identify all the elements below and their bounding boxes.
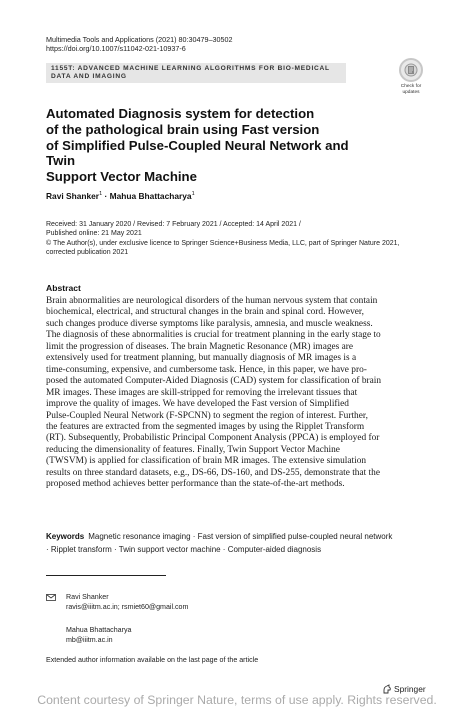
title-line: Support Vector Machine [46,169,197,185]
footnote-divider [46,575,166,576]
check-for-updates-badge[interactable] [394,58,428,94]
badge-line-1: Check for [400,84,422,89]
abstract-line: MR images. These images are skill-stripped for removing the irrelevant tissues that [46,387,358,398]
journal-header [46,35,232,53]
abstract-line: limit the progression of diseases. The brain Magnetic Resonance (MR) images are [46,341,354,352]
abstract-line: The diagnosis of these abnormalities is crucial for treatment planning in the early stage to [46,330,381,341]
abstract-body [46,296,426,491]
envelope-icon [46,594,56,601]
keywords-section [46,531,426,556]
keywords-text: Magnetic resonance imaging · Fast version of simplified pulse-coupled neural network [88,532,393,541]
abstract-line: (RT). Subsequently, Probabilistic Principal Component Analysis (PPCA) is employed for [46,433,380,444]
check-for-updates-icon [399,58,423,82]
abstract-line: reducing the dimensionality of features. Finally, Twin Support Vector Machine [46,444,340,455]
abstract-heading: Abstract [46,283,81,293]
title-line: Automated Diagnosis system for detection [46,106,315,121]
author-separator: · [102,191,110,201]
keywords-label: Keywords [46,532,85,541]
abstract-line: proposed method achieves better performance than the state-of-the-art methods. [46,479,345,490]
badge-line-2: updates [402,89,420,95]
author-name[interactable]: Ravi Shanker [46,191,100,201]
courtesy-watermark: Content courtesy of Springer Nature, terms of use apply. Rights reserved. [37,693,437,707]
abstract-line: (TWSVM) is applied for classification of brain MR images. The extensive simulation [46,456,367,467]
abstract-line: biochemical, electrical, and structural changes in the brain and spinal cord. However, [46,307,364,318]
publisher-name: Springer [394,684,426,694]
section-banner-label: 1155T: ADVANCED MACHINE LEARNING ALGORITHMS FOR BIO-MEDICAL DATA AND IMAGING [51,65,330,81]
abstract-line: the features are extracted from the segmented images by using the Ripplet Transform [46,421,365,432]
abstract-line: such changes produce diverse symptoms like paralysis, amnesia, and muscle weakness. [46,318,373,329]
author-list [46,191,195,201]
title-line: of the pathological brain using Fast version [46,121,320,137]
author-name[interactable]: Mahua Bhattacharya [109,191,192,201]
copyright-line: © The Author(s), under exclusive licence to Springer Science+Business Media, LLC, part of Springer Nature 2021, [46,239,400,247]
history-line: corrected publication 2021 [46,248,129,256]
abstract-line: time-consuming, expensive, and cumbersome task. Hence, in this paper, we have pro- [46,364,367,375]
history-line: Received: 31 January 2020 / Revised: 7 February 2021 / Accepted: 14 April 2021 / [46,221,301,228]
abstract-line: improve the quality of images. We have developed the Fast version of Simplified [46,399,349,410]
author-affiliation-ref: 1 [99,191,103,198]
extended-author-info-note: Extended author information available on the last page of the article [46,656,259,664]
article-history [46,220,436,257]
abstract-line: results on three standard datasets, e.g., DS-66, DS-160, and DS-255, demonstrate that the [46,467,380,478]
contact-name: Ravi Shanker [66,593,109,601]
abstract-line: posed the automated Computer-Aided Diagnosis (CAD) system for classification of brain [46,376,382,387]
title-line: of Simplified Pulse-Coupled Neural Network and Twin [46,137,349,169]
abstract-line: Pulse-Coupled Neural Network (F-SPCNN) to segment the region of interest. Further, [46,410,368,421]
keywords-text: · Ripplet transform · Twin support vector machine · Computer-aided diagnosis [46,544,322,554]
journal-citation: Multimedia Tools and Applications (2021) 80:30479–30502 [46,35,233,44]
contact-email[interactable]: mb@iiitm.ac.in [66,636,113,644]
contact-email[interactable]: ravis@iiitm.ac.in; rsmiet60@gmail.com [66,603,189,611]
section-banner [46,63,346,83]
author-affiliation-ref: 1 [191,191,195,198]
abstract-line: extensively used for treatment planning, but manually diagnosis of MR images is a [46,353,357,364]
abstract-line: Brain abnormalities are neurological disorders of the human nervous system that contain [46,296,378,306]
contact-name: Mahua Bhattacharya [66,626,132,634]
article-title [46,106,376,185]
history-line: Published online: 21 May 2021 [46,230,142,238]
doi-link[interactable]: https://doi.org/10.1007/s11042-021-10937-6 [46,44,186,53]
